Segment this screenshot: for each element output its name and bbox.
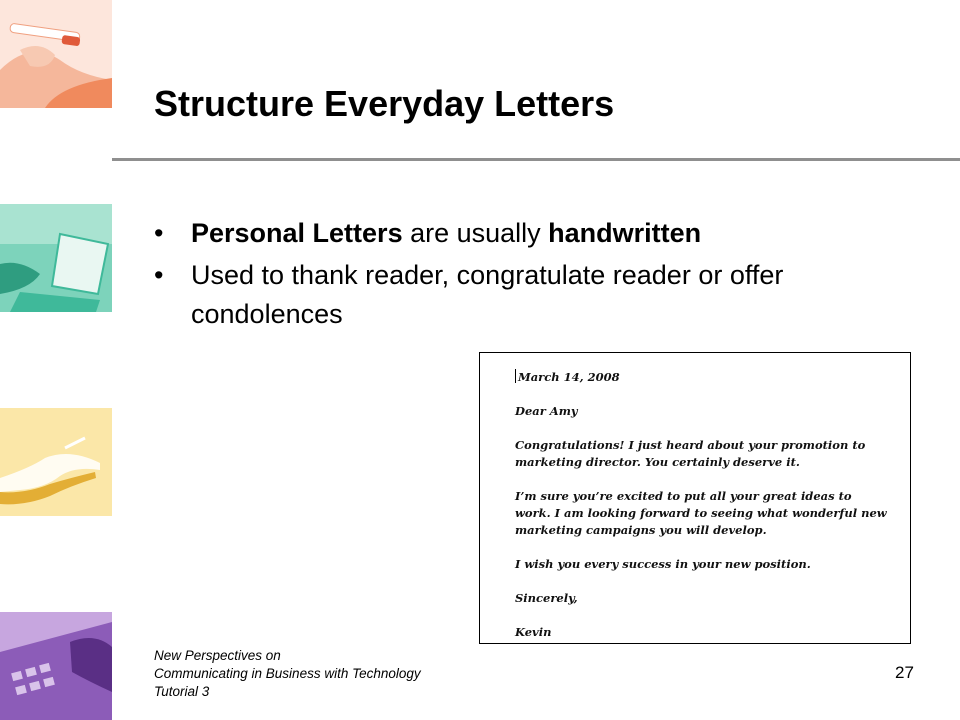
title-divider xyxy=(112,158,960,161)
page-number: 27 xyxy=(895,663,914,682)
bullet-dot: • xyxy=(154,218,164,248)
laptop-icon xyxy=(0,204,112,312)
bullet-item xyxy=(154,256,914,334)
hand-writing-icon xyxy=(0,0,112,108)
letter-paragraph: I wish you every success in your new position. xyxy=(515,557,811,571)
bullet-dot: • xyxy=(154,260,164,290)
decorative-sidebar xyxy=(0,0,112,720)
bullet-bold-end: handwritten xyxy=(548,218,702,248)
handwritten-letter-image xyxy=(479,352,911,644)
bullet-text: Used to thank reader, congratulate reader or offer condolences xyxy=(191,260,784,329)
bullet-bold-lead: Personal Letters xyxy=(191,218,403,248)
slide-footer xyxy=(154,647,494,701)
text-cursor xyxy=(515,369,516,383)
bullet-item xyxy=(154,214,914,253)
footer-line: Communicating in Business with Technology xyxy=(154,666,421,681)
letter-closing: Sincerely, xyxy=(515,591,578,605)
bullet-list xyxy=(154,214,914,337)
letter-paragraph: Congratulations! I just heard about your promotion to marketing director. You certainly deserve it. xyxy=(515,438,866,469)
bullet-text: are usually xyxy=(402,218,549,248)
letter-date: March 14, 2008 xyxy=(518,370,620,384)
footer-line: New Perspectives on xyxy=(154,648,281,663)
letter-paragraph: I’m sure you’re excited to put all your great ideas to work. I am looking forward to seeing what wonderful new marketing campaigns you will develop. xyxy=(515,489,887,537)
handshake-icon xyxy=(0,408,112,516)
keyboard-icon xyxy=(0,612,112,720)
letter-signature: Kevin xyxy=(515,625,552,639)
letter-salutation: Dear Amy xyxy=(515,404,578,418)
footer-line: Tutorial 3 xyxy=(154,684,210,699)
slide-title: Structure Everyday Letters xyxy=(154,83,615,124)
